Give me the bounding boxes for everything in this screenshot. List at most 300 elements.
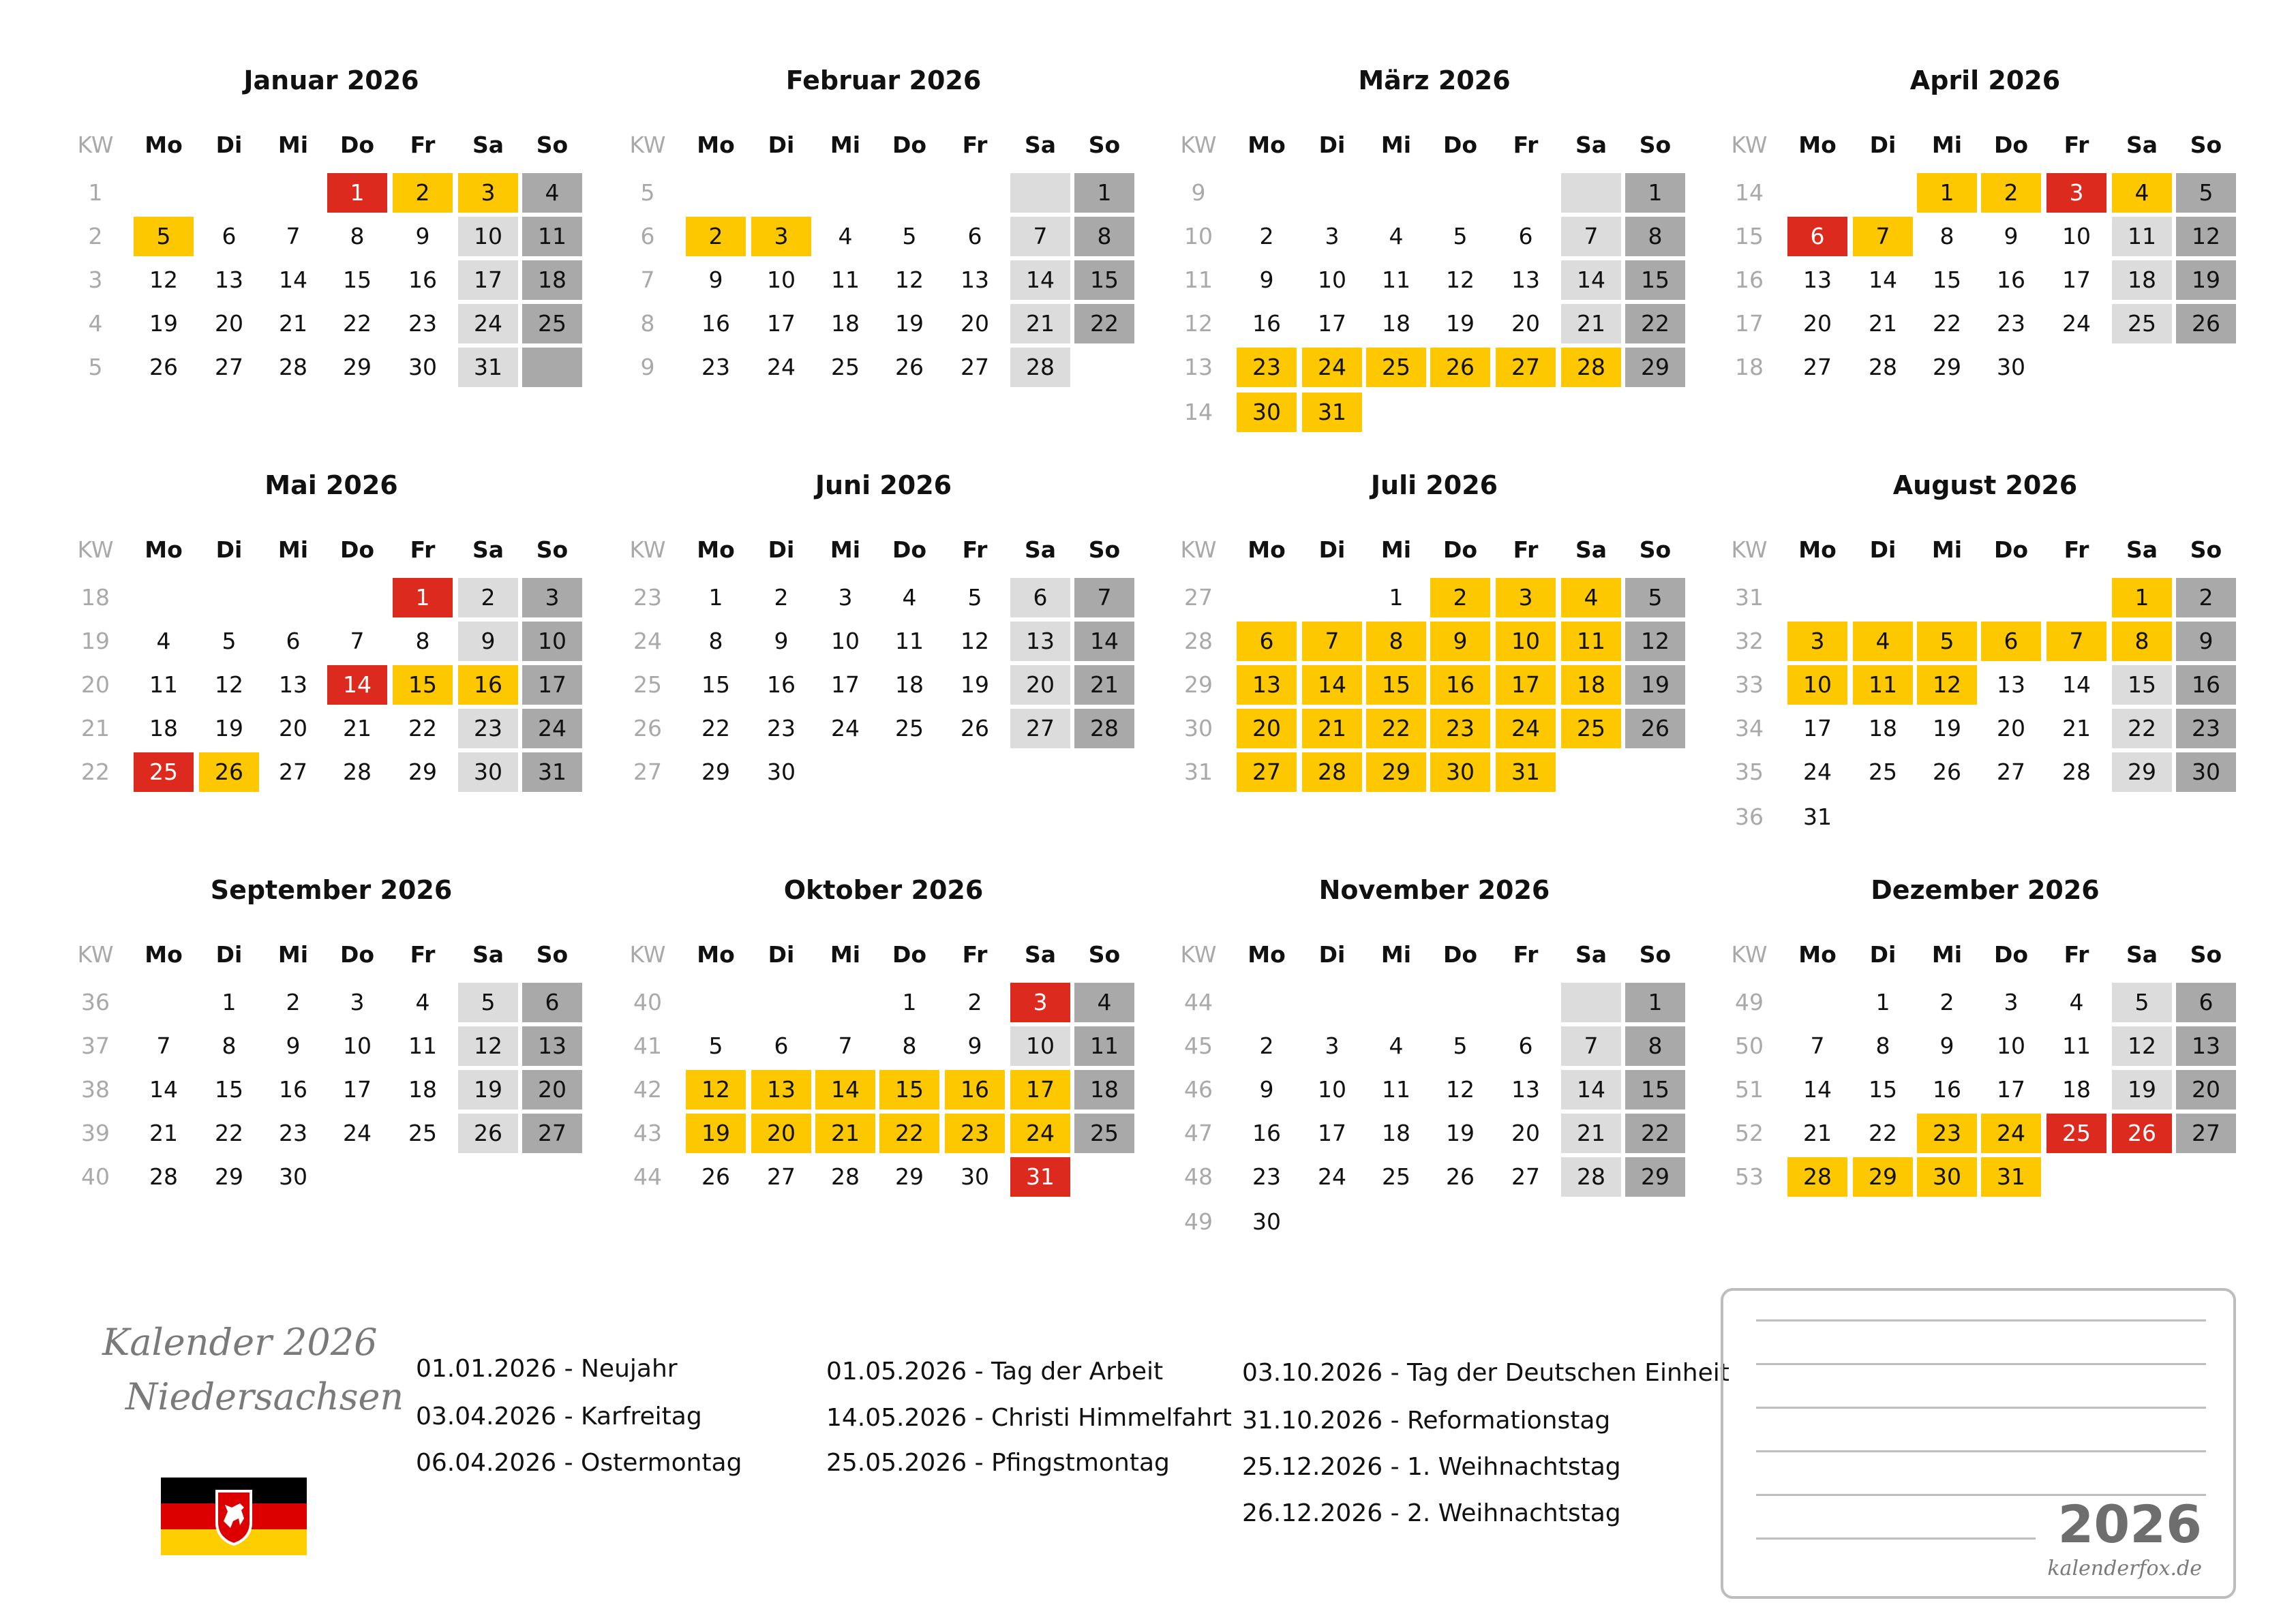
day-cell: 26 bbox=[199, 752, 259, 792]
day-cell: 20 bbox=[751, 1114, 811, 1153]
day-cell: 12 bbox=[1625, 622, 1685, 661]
weekday-header: So bbox=[1639, 536, 1672, 563]
week-number: 2 bbox=[88, 223, 103, 249]
day-cell: 19 bbox=[149, 310, 178, 337]
month-title: Oktober 2026 bbox=[783, 875, 984, 905]
day-cell: 7 bbox=[1853, 217, 1913, 256]
weekday-header: Do bbox=[1993, 941, 2029, 968]
day-cell: 16 bbox=[1933, 1076, 1961, 1103]
day-cell: 31 bbox=[522, 752, 582, 792]
month-block bbox=[618, 810, 1136, 1191]
day-cell: 8 bbox=[222, 1032, 237, 1059]
day-cell: 9 bbox=[458, 622, 518, 661]
week-number: 51 bbox=[1735, 1076, 1764, 1103]
week-number: 27 bbox=[1184, 584, 1213, 611]
day-cell: 7 bbox=[838, 1032, 853, 1059]
day-cell: 26 bbox=[895, 354, 924, 380]
weekday-header: Mo bbox=[145, 536, 183, 563]
day-cell: 12 bbox=[2112, 1026, 2172, 1066]
day-cell: 3 bbox=[1325, 223, 1340, 249]
day-cell: 22 bbox=[1366, 709, 1426, 748]
week-number: 31 bbox=[1184, 759, 1213, 785]
weekday-header: Di bbox=[215, 132, 243, 158]
day-cell: 14 bbox=[1074, 622, 1134, 661]
note-line bbox=[1756, 1363, 2206, 1365]
day-cell: 20 bbox=[279, 715, 307, 741]
kw-header: KW bbox=[1180, 941, 1217, 968]
week-number: 17 bbox=[1735, 310, 1764, 337]
day-cell: 1 bbox=[327, 173, 387, 213]
day-cell: 17 bbox=[1010, 1070, 1070, 1110]
day-cell: 15 bbox=[343, 266, 372, 293]
day-cell: 2 bbox=[1981, 173, 2041, 213]
day-cell: 27 bbox=[2176, 1114, 2236, 1153]
day-cell: 10 bbox=[343, 1032, 372, 1059]
day-cell: 27 bbox=[1237, 752, 1297, 792]
day-cell: 9 bbox=[1259, 266, 1274, 293]
day-cell: 16 bbox=[701, 310, 730, 337]
day-cell: 30 bbox=[2176, 752, 2236, 792]
weekday-header: Sa bbox=[472, 941, 504, 968]
weekday-header: Sa bbox=[1024, 941, 1057, 968]
weekday-header: So bbox=[2190, 132, 2222, 158]
day-cell: 1 bbox=[708, 584, 723, 611]
day-cell: 24 bbox=[1302, 348, 1362, 387]
weekday-header: Di bbox=[1318, 536, 1346, 563]
day-cell: 27 bbox=[1010, 709, 1070, 748]
weekday-header: Do bbox=[1442, 536, 1478, 563]
day-cell: 31 bbox=[1496, 752, 1556, 792]
day-cell: 29 bbox=[1933, 354, 1961, 380]
week-number: 34 bbox=[1735, 715, 1764, 741]
day-cell: 14 bbox=[1561, 1070, 1621, 1110]
day-cell: 21 bbox=[1869, 310, 1897, 337]
day-cell: 4 bbox=[1561, 578, 1621, 617]
day-cell: 18 bbox=[2112, 260, 2172, 300]
day-cell: 27 bbox=[1496, 348, 1556, 387]
day-cell: 4 bbox=[838, 223, 853, 249]
weekday-header: Do bbox=[1442, 132, 1478, 158]
day-cell: 23 bbox=[1237, 348, 1297, 387]
day-cell: 22 bbox=[343, 310, 372, 337]
weekday-header: Mi bbox=[277, 536, 309, 563]
week-number: 48 bbox=[1184, 1163, 1213, 1190]
week-number: 14 bbox=[1735, 179, 1764, 206]
weekday-header: Mo bbox=[697, 941, 735, 968]
day-cell: 6 bbox=[1010, 578, 1070, 617]
week-number: 12 bbox=[1184, 310, 1213, 337]
day-cell: 28 bbox=[1869, 354, 1897, 380]
day-cell: 2 bbox=[1939, 989, 1954, 1015]
day-cell: 5 bbox=[1453, 223, 1468, 249]
day-cell: 21 bbox=[279, 310, 307, 337]
weekday-header: Do bbox=[892, 132, 927, 158]
day-cell: 11 bbox=[831, 266, 860, 293]
day-cell: 4 bbox=[415, 989, 430, 1015]
week-number: 14 bbox=[1184, 399, 1213, 425]
note-line bbox=[1756, 1319, 2206, 1321]
day-cell: 3 bbox=[2004, 989, 2019, 1015]
day-cell: 1 bbox=[222, 989, 237, 1015]
day-cell: 24 bbox=[1010, 1114, 1070, 1153]
week-number: 31 bbox=[1735, 584, 1764, 611]
calendar-title: Kalender 2026 bbox=[102, 1321, 378, 1364]
month-title: Juni 2026 bbox=[815, 470, 952, 500]
day-cell: 11 bbox=[522, 217, 582, 256]
day-cell: 10 bbox=[831, 628, 860, 654]
day-cell: 19 bbox=[686, 1114, 746, 1153]
day-cell: 14 bbox=[1869, 266, 1897, 293]
state-name: Niedersachsen bbox=[125, 1375, 404, 1418]
day-cell: 11 bbox=[408, 1032, 437, 1059]
day-cell: 3 bbox=[751, 217, 811, 256]
day-cell: 18 bbox=[408, 1076, 437, 1103]
day-cell: 12 bbox=[149, 266, 178, 293]
day-cell: 10 bbox=[1496, 622, 1556, 661]
weekday-header: Do bbox=[339, 132, 375, 158]
weekday-header: Fr bbox=[1513, 536, 1539, 563]
month-title: Januar 2026 bbox=[243, 65, 419, 95]
kw-header: KW bbox=[1731, 941, 1768, 968]
day-cell: 30 bbox=[1430, 752, 1490, 792]
day-cell: 30 bbox=[279, 1163, 307, 1190]
week-number: 16 bbox=[1735, 266, 1764, 293]
weekday-header: So bbox=[536, 536, 569, 563]
day-cell: 24 bbox=[1318, 1163, 1346, 1190]
day-cell: 13 bbox=[279, 671, 307, 698]
day-cell: 2 bbox=[774, 584, 789, 611]
holiday-entry: 01.05.2026 - Tag der Arbeit bbox=[826, 1358, 1164, 1386]
day-cell: 13 bbox=[1010, 622, 1070, 661]
day-cell: 29 bbox=[701, 759, 730, 785]
day-cell: 17 bbox=[1318, 310, 1346, 337]
day-cell: 8 bbox=[902, 1032, 917, 1059]
month-block bbox=[1719, 405, 2237, 830]
week-number: 42 bbox=[633, 1076, 662, 1103]
day-cell: 24 bbox=[767, 354, 796, 380]
day-cell: 27 bbox=[961, 354, 989, 380]
day-cell: 5 bbox=[902, 223, 917, 249]
day-cell: 21 bbox=[2062, 715, 2091, 741]
day-cell: 13 bbox=[2176, 1026, 2236, 1066]
day-cell: 6 bbox=[967, 223, 982, 249]
day-cell: 6 bbox=[1787, 217, 1847, 256]
weekday-header: Do bbox=[339, 536, 375, 563]
day-cell: 20 bbox=[1997, 715, 2025, 741]
weekday-header: Mi bbox=[1380, 132, 1412, 158]
day-cell: 22 bbox=[1625, 304, 1685, 343]
day-cell: 15 bbox=[879, 1070, 939, 1110]
day-cell: 6 bbox=[1237, 622, 1297, 661]
day-cell: 16 bbox=[767, 671, 796, 698]
kw-header: KW bbox=[629, 941, 666, 968]
day-cell: 5 bbox=[1625, 578, 1685, 617]
month-block bbox=[1719, 0, 2237, 382]
day-cell: 7 bbox=[1302, 622, 1362, 661]
day-cell: 12 bbox=[1446, 1076, 1475, 1103]
day-cell: 2 bbox=[1430, 578, 1490, 617]
day-cell: 13 bbox=[215, 266, 243, 293]
weekday-header: Fr bbox=[2064, 941, 2089, 968]
weekday-header: Sa bbox=[2126, 941, 2158, 968]
month-block bbox=[65, 810, 584, 1191]
day-cell: 24 bbox=[1803, 759, 1832, 785]
day-cell: 6 bbox=[2176, 983, 2236, 1022]
weekday-header: Mo bbox=[1798, 536, 1837, 563]
day-cell: 24 bbox=[1981, 1114, 2041, 1153]
week-number: 6 bbox=[640, 223, 655, 249]
weekday-header: Do bbox=[892, 536, 927, 563]
day-cell: 8 bbox=[350, 223, 365, 249]
month-title: Februar 2026 bbox=[785, 65, 982, 95]
day-cell: 3 bbox=[1496, 578, 1556, 617]
note-line bbox=[1756, 1537, 2036, 1540]
day-cell: 3 bbox=[350, 989, 365, 1015]
day-cell: 2 bbox=[458, 578, 518, 617]
day-cell: 21 bbox=[1302, 709, 1362, 748]
note-line bbox=[1756, 1450, 2206, 1452]
day-cell: 24 bbox=[522, 709, 582, 748]
day-cell: 12 bbox=[215, 671, 243, 698]
weekday-header: So bbox=[1088, 536, 1121, 563]
day-cell: 7 bbox=[156, 1032, 171, 1059]
day-cell: 3 bbox=[2046, 173, 2106, 213]
weekday-header: Mi bbox=[1931, 536, 1963, 563]
day-cell: 29 bbox=[1366, 752, 1426, 792]
niedersachsen-flag bbox=[161, 1478, 307, 1555]
day-cell: 16 bbox=[1252, 1120, 1281, 1146]
day-cell: 28 bbox=[149, 1163, 178, 1190]
day-cell: 2 bbox=[686, 217, 746, 256]
day-cell: 28 bbox=[1787, 1157, 1847, 1197]
weekday-header: So bbox=[536, 132, 569, 158]
day-cell: 14 bbox=[1803, 1076, 1832, 1103]
day-cell: 13 bbox=[1803, 266, 1832, 293]
day-cell: 27 bbox=[767, 1163, 796, 1190]
day-cell: 19 bbox=[1446, 310, 1475, 337]
notes-box[interactable] bbox=[1721, 1288, 2236, 1599]
weekday-header: Di bbox=[768, 132, 795, 158]
day-cell bbox=[1561, 983, 1621, 1022]
weekday-header: Fr bbox=[962, 941, 988, 968]
day-cell: 6 bbox=[774, 1032, 789, 1059]
note-line bbox=[1756, 1407, 2206, 1409]
week-number: 25 bbox=[633, 671, 662, 698]
day-cell: 30 bbox=[767, 759, 796, 785]
day-cell: 30 bbox=[1917, 1157, 1977, 1197]
day-cell: 16 bbox=[2176, 665, 2236, 705]
day-cell: 5 bbox=[967, 584, 982, 611]
day-cell: 13 bbox=[1511, 1076, 1540, 1103]
day-cell: 20 bbox=[1010, 665, 1070, 705]
day-cell: 19 bbox=[215, 715, 243, 741]
weekday-header: Fr bbox=[410, 132, 436, 158]
day-cell: 22 bbox=[1074, 304, 1134, 343]
week-number: 4 bbox=[88, 310, 103, 337]
day-cell: 19 bbox=[1625, 665, 1685, 705]
week-number: 41 bbox=[633, 1032, 662, 1059]
week-number: 37 bbox=[81, 1032, 110, 1059]
week-number: 22 bbox=[81, 759, 110, 785]
day-cell: 13 bbox=[751, 1070, 811, 1110]
week-number: 36 bbox=[81, 989, 110, 1015]
weekday-header: Do bbox=[1993, 536, 2029, 563]
day-cell: 3 bbox=[1787, 622, 1847, 661]
day-cell: 23 bbox=[458, 709, 518, 748]
day-cell: 18 bbox=[2062, 1076, 2091, 1103]
week-number: 35 bbox=[1735, 759, 1764, 785]
day-cell: 1 bbox=[1625, 983, 1685, 1022]
day-cell: 15 bbox=[1074, 260, 1134, 300]
week-number: 15 bbox=[1735, 223, 1764, 249]
holiday-entry: 03.04.2026 - Karfreitag bbox=[416, 1403, 702, 1430]
day-cell: 2 bbox=[286, 989, 301, 1015]
day-cell: 18 bbox=[1382, 310, 1410, 337]
day-cell: 5 bbox=[2112, 983, 2172, 1022]
day-cell: 1 bbox=[1625, 173, 1685, 213]
weekday-header: So bbox=[1639, 941, 1672, 968]
weekday-header: Di bbox=[1869, 941, 1897, 968]
day-cell: 17 bbox=[1803, 715, 1832, 741]
day-cell: 12 bbox=[961, 628, 989, 654]
week-number: 28 bbox=[1184, 628, 1213, 654]
day-cell: 3 bbox=[838, 584, 853, 611]
week-number: 44 bbox=[633, 1163, 662, 1190]
day-cell: 27 bbox=[1511, 1163, 1540, 1190]
day-cell: 25 bbox=[1561, 709, 1621, 748]
day-cell: 4 bbox=[1389, 1032, 1404, 1059]
day-cell: 22 bbox=[215, 1120, 243, 1146]
month-block bbox=[65, 0, 584, 382]
day-cell: 28 bbox=[279, 354, 307, 380]
day-cell: 25 bbox=[895, 715, 924, 741]
website-label: kalenderfox.de bbox=[2047, 1557, 2202, 1580]
day-cell: 22 bbox=[1625, 1114, 1685, 1153]
day-cell: 18 bbox=[1869, 715, 1897, 741]
day-cell: 26 bbox=[458, 1114, 518, 1153]
day-cell: 29 bbox=[408, 759, 437, 785]
day-cell: 26 bbox=[1625, 709, 1685, 748]
week-number: 19 bbox=[81, 628, 110, 654]
weekday-header: Mi bbox=[830, 941, 861, 968]
day-cell: 27 bbox=[1803, 354, 1832, 380]
week-number: 50 bbox=[1735, 1032, 1764, 1059]
day-cell: 1 bbox=[1875, 989, 1890, 1015]
day-cell: 25 bbox=[1074, 1114, 1134, 1153]
weekday-header: Mo bbox=[1798, 941, 1837, 968]
day-cell: 6 bbox=[286, 628, 301, 654]
day-cell: 4 bbox=[2069, 989, 2084, 1015]
week-number: 3 bbox=[88, 266, 103, 293]
day-cell: 19 bbox=[2176, 260, 2236, 300]
weekday-header: Mi bbox=[1380, 941, 1412, 968]
day-cell: 9 bbox=[1259, 1076, 1274, 1103]
weekday-header: Do bbox=[1442, 941, 1478, 968]
weekday-header: So bbox=[2190, 536, 2222, 563]
day-cell: 11 bbox=[1561, 622, 1621, 661]
day-cell: 6 bbox=[222, 223, 237, 249]
week-number: 44 bbox=[1184, 989, 1213, 1015]
day-cell: 24 bbox=[458, 304, 518, 343]
day-cell: 11 bbox=[2112, 217, 2172, 256]
day-cell: 7 bbox=[286, 223, 301, 249]
weekday-header: Mo bbox=[145, 941, 183, 968]
day-cell: 4 bbox=[1389, 223, 1404, 249]
day-cell: 2 bbox=[393, 173, 453, 213]
weekday-header: Sa bbox=[1575, 941, 1607, 968]
month-title: April 2026 bbox=[1909, 65, 2061, 95]
day-cell: 26 bbox=[2112, 1114, 2172, 1153]
month-title: August 2026 bbox=[1892, 470, 2078, 500]
day-cell: 9 bbox=[415, 223, 430, 249]
day-cell: 23 bbox=[945, 1114, 1005, 1153]
day-cell: 8 bbox=[1939, 223, 1954, 249]
week-number: 53 bbox=[1735, 1163, 1764, 1190]
day-cell: 19 bbox=[458, 1070, 518, 1110]
month-block bbox=[1168, 405, 1687, 786]
holiday-entry: 25.05.2026 - Pfingstmontag bbox=[826, 1449, 1170, 1477]
week-number: 40 bbox=[81, 1163, 110, 1190]
day-cell: 14 bbox=[279, 266, 307, 293]
week-number: 5 bbox=[88, 354, 103, 380]
week-number: 26 bbox=[633, 715, 662, 741]
day-cell: 15 bbox=[1625, 1070, 1685, 1110]
day-cell: 18 bbox=[895, 671, 924, 698]
weekday-header: Fr bbox=[410, 941, 436, 968]
day-cell: 13 bbox=[1237, 665, 1297, 705]
day-cell bbox=[522, 348, 582, 387]
weekday-header: Mo bbox=[697, 132, 735, 158]
weekday-header: Do bbox=[339, 941, 375, 968]
day-cell: 28 bbox=[1010, 348, 1070, 387]
week-number: 1 bbox=[88, 179, 103, 206]
day-cell: 11 bbox=[1382, 266, 1410, 293]
weekday-header: Sa bbox=[1024, 536, 1057, 563]
day-cell: 4 bbox=[156, 628, 171, 654]
month-title: März 2026 bbox=[1358, 65, 1511, 95]
weekday-header: Fr bbox=[2064, 536, 2089, 563]
day-cell: 14 bbox=[1561, 260, 1621, 300]
month-block bbox=[618, 0, 1136, 382]
week-number: 7 bbox=[640, 266, 655, 293]
weekday-header: Di bbox=[768, 536, 795, 563]
month-title: Dezember 2026 bbox=[1871, 875, 2100, 905]
day-cell: 30 bbox=[408, 354, 437, 380]
day-cell: 28 bbox=[343, 759, 372, 785]
day-cell: 28 bbox=[831, 1163, 860, 1190]
day-cell: 13 bbox=[961, 266, 989, 293]
day-cell: 31 bbox=[1010, 1157, 1070, 1197]
day-cell: 14 bbox=[1302, 665, 1362, 705]
day-cell: 3 bbox=[1325, 1032, 1340, 1059]
day-cell: 26 bbox=[961, 715, 989, 741]
day-cell: 6 bbox=[1518, 223, 1533, 249]
day-cell: 6 bbox=[1981, 622, 2041, 661]
day-cell: 22 bbox=[701, 715, 730, 741]
kw-header: KW bbox=[629, 132, 666, 158]
day-cell: 17 bbox=[458, 260, 518, 300]
day-cell: 30 bbox=[1237, 393, 1297, 432]
day-cell: 12 bbox=[458, 1026, 518, 1066]
week-number: 49 bbox=[1735, 989, 1764, 1015]
day-cell: 21 bbox=[343, 715, 372, 741]
day-cell: 26 bbox=[149, 354, 178, 380]
day-cell: 2 bbox=[2176, 578, 2236, 617]
day-cell: 17 bbox=[522, 665, 582, 705]
weekday-header: Sa bbox=[2126, 536, 2158, 563]
week-number: 20 bbox=[81, 671, 110, 698]
day-cell: 15 bbox=[393, 665, 453, 705]
